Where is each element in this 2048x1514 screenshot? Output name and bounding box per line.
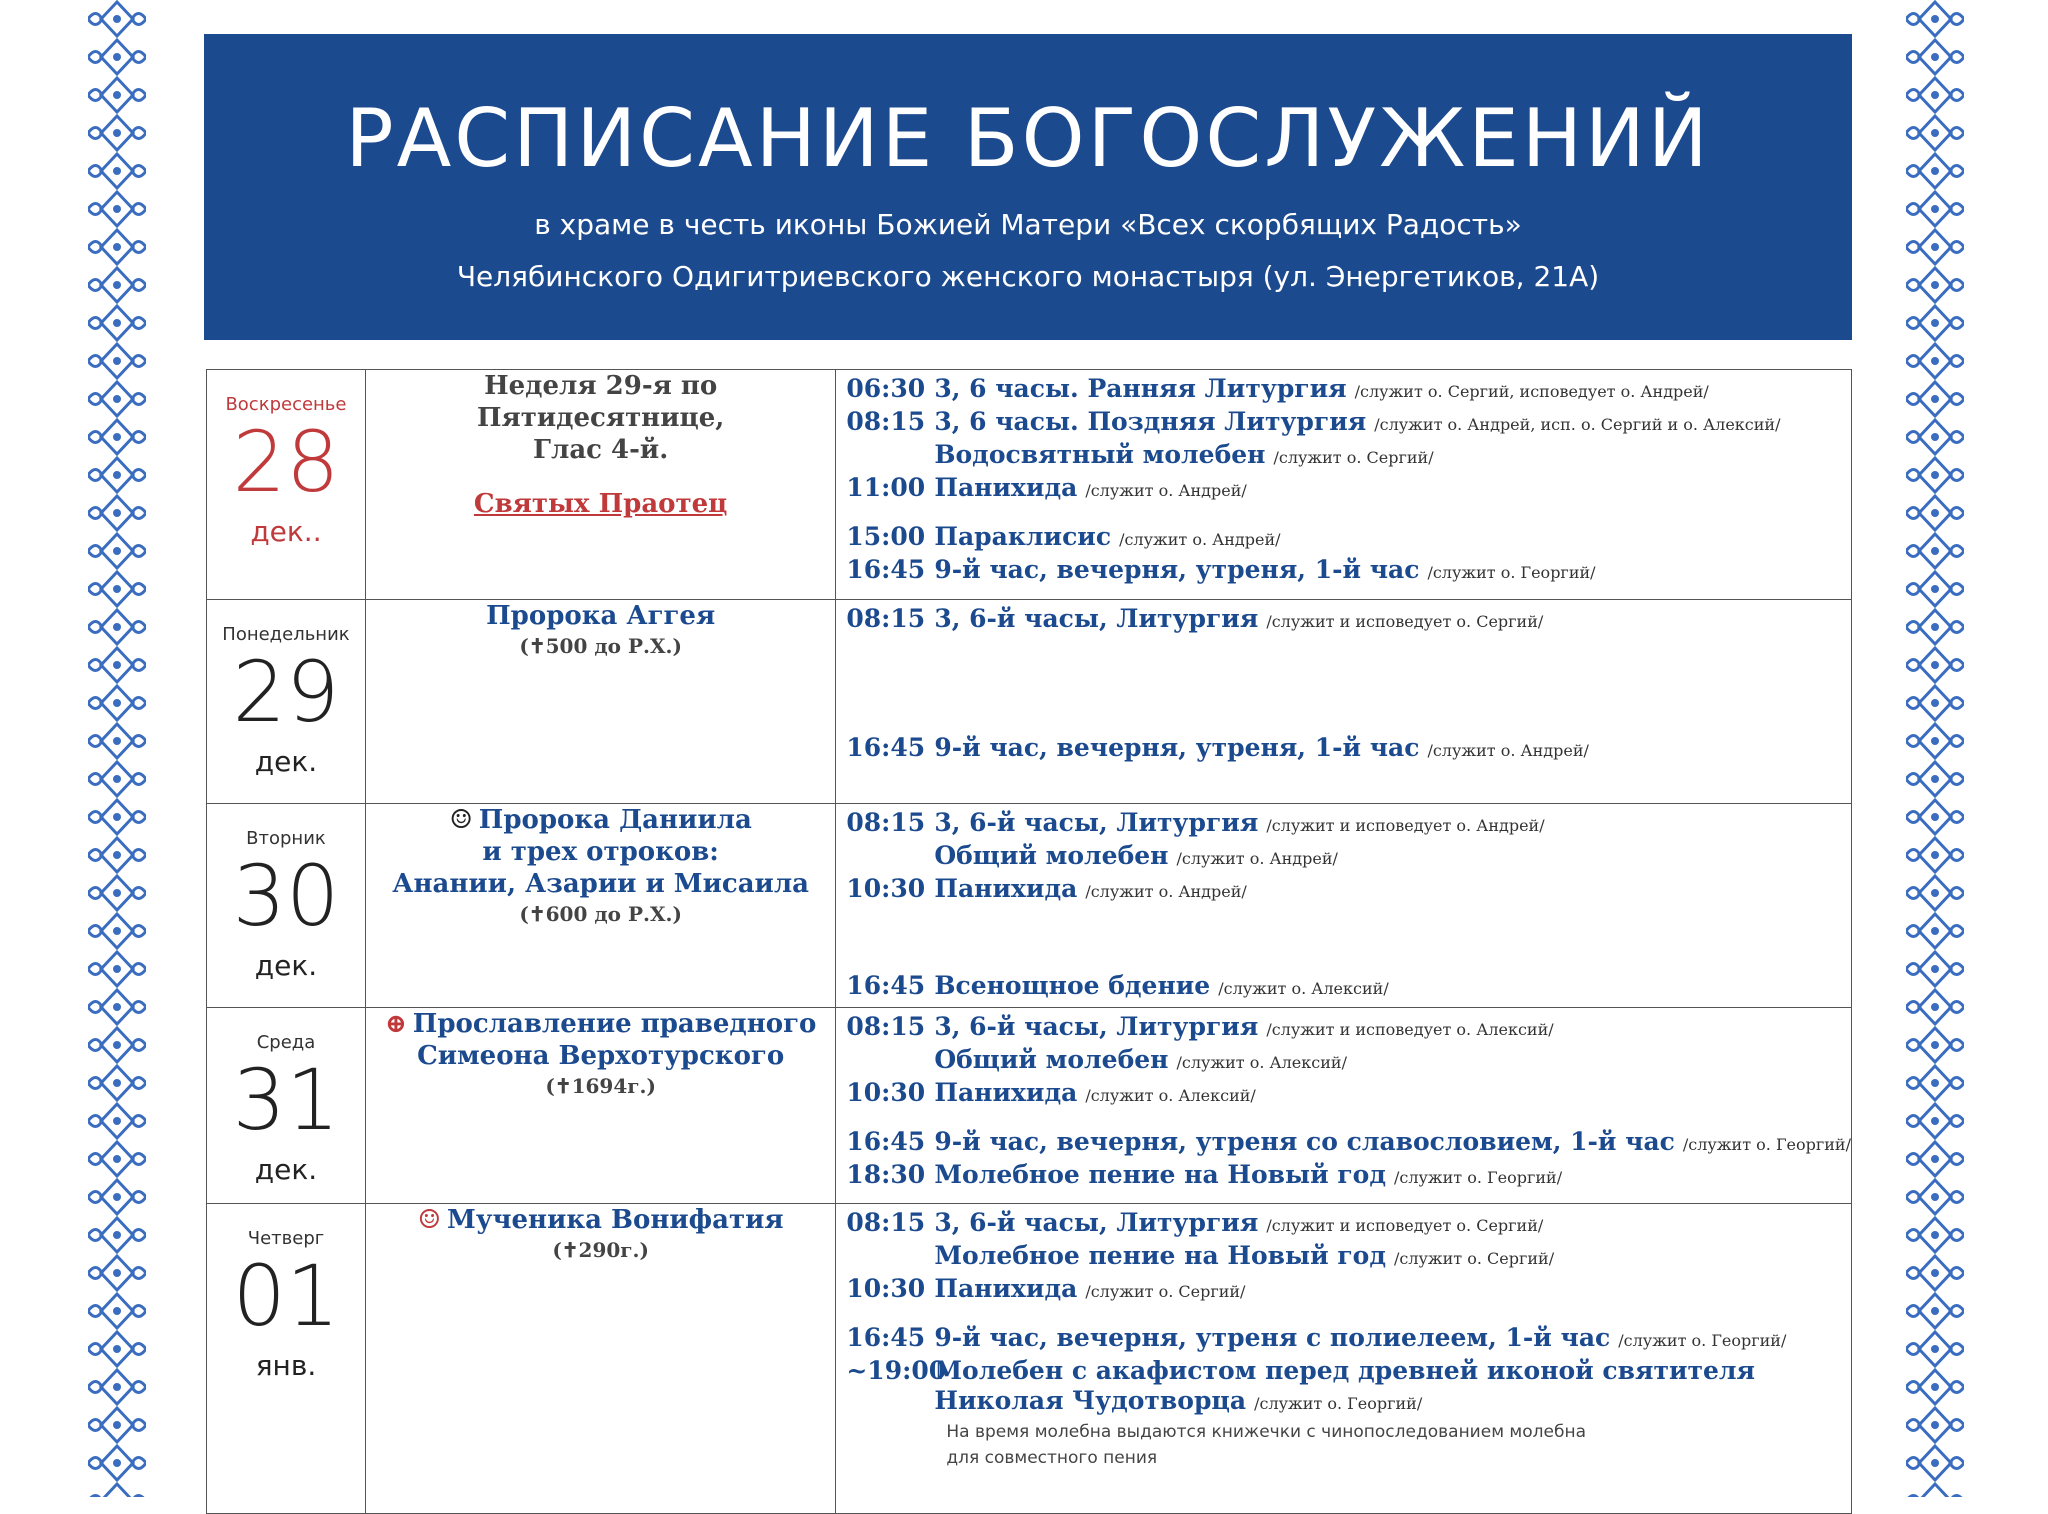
- service-clergy: /служит о. Андрей/: [1085, 481, 1247, 500]
- service-time: 08:15: [846, 1208, 926, 1237]
- month-label: дек.: [254, 1153, 318, 1186]
- services-cell: [836, 804, 1852, 1008]
- service-note: На время молебна выдаются книжечки с чинопоследованием молебна: [946, 1422, 1586, 1442]
- service-time: 16:45: [846, 971, 926, 1000]
- day-number: 29: [232, 643, 340, 741]
- services-cell: [836, 1008, 1852, 1204]
- service-clergy: /служит о. Георгий/: [1682, 1135, 1851, 1154]
- day-number: 01: [232, 1247, 340, 1345]
- service-line: [836, 1323, 1851, 1356]
- feast-date-note: (✝600 до Р.Х.): [519, 902, 682, 926]
- page-title: РАСПИСАНИЕ БОГОСЛУЖЕНИЙ: [345, 92, 1711, 185]
- service-line: [836, 808, 1851, 841]
- service-name: Водосвятный молебен: [934, 440, 1266, 469]
- spacer: [836, 685, 1851, 701]
- service-line: [836, 522, 1851, 555]
- service-clergy: /служит о. Георгий/: [1427, 563, 1596, 582]
- service-line: [836, 374, 1851, 407]
- feast-title-line: ⊕ Прославление праведного: [384, 1009, 817, 1039]
- spacer: [836, 701, 1851, 717]
- service-line: [836, 841, 1851, 874]
- service-name: 3, 6-й часы, Литургия: [934, 1208, 1259, 1237]
- service-name: 9-й час, вечерня, утреня со славословием, 1-й час: [934, 1127, 1675, 1156]
- service-name: Молебен с акафистом перед древней иконой святителя: [934, 1356, 1756, 1385]
- spacer: [836, 955, 1851, 971]
- day-cell: [207, 370, 366, 600]
- ornament-border-left: [88, 0, 146, 1497]
- schedule-row: [207, 600, 1852, 804]
- service-name: 3, 6 часы. Поздняя Литургия: [934, 407, 1367, 436]
- month-label: дек..: [250, 515, 322, 548]
- service-line: [836, 440, 1851, 473]
- service-line: [836, 1078, 1851, 1111]
- service-name: 3, 6-й часы, Литургия: [934, 1012, 1259, 1041]
- service-clergy: /служит о. Георгий/: [1254, 1394, 1423, 1413]
- service-name: Панихида: [934, 473, 1078, 502]
- service-time: 10:30: [846, 1078, 926, 1107]
- feast-cell: [365, 370, 835, 600]
- service-clergy: /служит и исповедует о. Сергий/: [1266, 612, 1544, 631]
- service-line: [836, 473, 1851, 506]
- schedule-row: [207, 804, 1852, 1008]
- service-time: 16:45: [846, 555, 926, 584]
- service-name: 9-й час, вечерня, утреня, 1-й час: [934, 555, 1420, 584]
- weekday-label: Четверг: [247, 1228, 325, 1249]
- service-clergy: /служит и исповедует о. Андрей/: [1266, 816, 1545, 835]
- service-time: ~19:00: [846, 1356, 947, 1385]
- services-cell: [836, 600, 1852, 804]
- services-cell: [836, 1204, 1852, 1514]
- service-name: 9-й час, вечерня, утреня с полиелеем, 1-й час: [934, 1323, 1611, 1352]
- service-name: Панихида: [934, 874, 1078, 903]
- service-line: [836, 1127, 1851, 1160]
- service-line: [836, 1356, 1851, 1386]
- spacer: [836, 669, 1851, 685]
- day-cell: [207, 600, 366, 804]
- feast-title-line: ☺ Пророка Даниила: [449, 805, 752, 835]
- schedule-table: [206, 369, 1852, 1514]
- service-line: [836, 1160, 1851, 1193]
- service-line: [836, 733, 1851, 766]
- service-line: [836, 1208, 1851, 1241]
- cross-feast-icon: ⊕: [384, 1009, 407, 1039]
- day-number: 31: [232, 1051, 340, 1149]
- day-number: 30: [232, 847, 340, 945]
- service-line: [836, 407, 1851, 440]
- day-number: 28: [232, 413, 340, 511]
- service-line: [836, 555, 1851, 588]
- service-clergy: /служит о. Алексий/: [1085, 1086, 1256, 1105]
- service-time: 16:45: [846, 1127, 926, 1156]
- service-name: Всенощное бдение: [934, 971, 1211, 1000]
- ornament-border-right: [1906, 0, 1964, 1497]
- service-line: [836, 874, 1851, 907]
- service-line: [836, 1241, 1851, 1274]
- spacer: [836, 506, 1851, 522]
- service-line: [836, 1045, 1851, 1078]
- service-name: Параклисис: [934, 522, 1112, 551]
- feast-date-note: (✝290г.): [552, 1238, 649, 1262]
- subtitle-church: в храме в честь иконы Божией Матери «Всех скорбящих Радость»: [534, 208, 1522, 241]
- service-clergy: /служит о. Сергий, исповедует о. Андрей/: [1354, 382, 1709, 401]
- spacer: [836, 907, 1851, 923]
- service-time: 16:45: [846, 1323, 926, 1352]
- weekday-label: Вторник: [246, 828, 326, 849]
- weekday-label: Понедельник: [222, 624, 350, 645]
- feast-highlight: Святых Праотец: [473, 489, 728, 519]
- service-name: 3, 6 часы. Ранняя Литургия: [934, 374, 1347, 403]
- feast-cell: [365, 600, 835, 804]
- spacer: [836, 1111, 1851, 1127]
- feast-title-line: Пророка Аггея: [486, 601, 716, 631]
- typicon-icon: ☺: [417, 1205, 442, 1235]
- feast-title-line: ☺ Мученика Вонифатия: [417, 1205, 784, 1235]
- day-cell: [207, 1008, 366, 1204]
- services-cell: [836, 370, 1852, 600]
- service-line: [836, 1012, 1851, 1045]
- service-time: 11:00: [846, 473, 926, 502]
- feast-date-note: (✝500 до Р.Х.): [519, 634, 682, 658]
- feast-date-note: (✝1694г.): [545, 1074, 656, 1098]
- header-banner: [204, 34, 1852, 340]
- spacer: [836, 1307, 1851, 1323]
- month-label: дек.: [254, 745, 318, 778]
- service-clergy: /служит о. Андрей/: [1176, 849, 1338, 868]
- service-line: [836, 971, 1851, 1004]
- typicon-icon: ☺: [449, 805, 473, 835]
- schedule-row: [207, 370, 1852, 600]
- service-clergy: /служит о. Андрей/: [1427, 741, 1589, 760]
- spacer: [836, 923, 1851, 939]
- schedule-row: [207, 1204, 1852, 1514]
- day-cell: [207, 1204, 366, 1514]
- service-name: Общий молебен: [934, 841, 1169, 870]
- spacer: [836, 939, 1851, 955]
- spacer: [836, 653, 1851, 669]
- feast-cell: [365, 1008, 835, 1204]
- service-note: для совместного пения: [946, 1448, 1158, 1468]
- month-label: янв.: [255, 1349, 317, 1382]
- service-clergy: /служит и исповедует о. Сергий/: [1266, 1216, 1544, 1235]
- service-time: 08:15: [846, 604, 926, 633]
- service-name: Общий молебен: [934, 1045, 1169, 1074]
- service-clergy: /служит о. Алексий/: [1176, 1053, 1347, 1072]
- schedule-row: [207, 1008, 1852, 1204]
- month-label: дек.: [254, 949, 318, 982]
- service-line: [836, 1386, 1851, 1419]
- feast-title-line: Неделя 29-я по Пятидесятнице,: [477, 371, 725, 433]
- service-name: Панихида: [934, 1078, 1078, 1107]
- feast-title-line: Анании, Азарии и Мисаила: [392, 869, 810, 899]
- service-clergy: /служит о. Андрей/: [1085, 882, 1247, 901]
- spacer: [836, 717, 1851, 733]
- service-name: Николая Чудотворца: [934, 1386, 1247, 1415]
- service-time: 10:30: [846, 874, 926, 903]
- feast-title-line: Глас 4-й.: [533, 435, 669, 465]
- service-time: 08:15: [846, 808, 926, 837]
- weekday-label: Воскресенье: [225, 394, 347, 415]
- spacer: [836, 637, 1851, 653]
- service-name: Молебное пение на Новый год: [934, 1160, 1386, 1189]
- weekday-label: Среда: [256, 1032, 316, 1053]
- service-time: 15:00: [846, 522, 926, 551]
- feast-title-line: и трех отроков:: [482, 837, 719, 867]
- service-clergy: /служит о. Сергий/: [1273, 448, 1434, 467]
- service-line: [836, 604, 1851, 637]
- service-name: 3, 6-й часы, Литургия: [934, 604, 1259, 633]
- service-clergy: /служит о. Андрей/: [1119, 530, 1281, 549]
- service-clergy: /служит о. Георгий/: [1393, 1168, 1563, 1187]
- service-clergy: /служит и исповедует о. Алексий/: [1266, 1020, 1554, 1039]
- service-clergy: /служит о. Сергий/: [1393, 1249, 1555, 1268]
- service-clergy: /служит о. Георгий/: [1618, 1331, 1787, 1350]
- service-time: 18:30: [846, 1160, 926, 1189]
- day-cell: [207, 804, 366, 1008]
- service-name: 3, 6-й часы, Литургия: [934, 808, 1259, 837]
- service-name: Панихида: [934, 1274, 1078, 1303]
- feast-title-line: Симеона Верхотурского: [417, 1041, 785, 1071]
- service-time: 06:30: [846, 374, 926, 403]
- service-name: 9-й час, вечерня, утреня, 1-й час: [934, 733, 1420, 762]
- service-clergy: /служит о. Андрей, исп. о. Сергий и о. Алексий/: [1374, 415, 1781, 434]
- subtitle-monastery: Челябинского Одигитриевского женского монастыря (ул. Энергетиков, 21А): [456, 260, 1600, 293]
- service-time: 08:15: [846, 407, 926, 436]
- service-clergy: /служит о. Сергий/: [1085, 1282, 1246, 1301]
- service-line: [836, 1274, 1851, 1307]
- service-time: 16:45: [846, 733, 926, 762]
- feast-cell: [365, 1204, 835, 1514]
- service-time: 10:30: [846, 1274, 926, 1303]
- service-time: 08:15: [846, 1012, 926, 1041]
- feast-cell: [365, 804, 835, 1008]
- service-name: Молебное пение на Новый год: [934, 1241, 1386, 1270]
- service-clergy: /служит о. Алексий/: [1218, 979, 1389, 998]
